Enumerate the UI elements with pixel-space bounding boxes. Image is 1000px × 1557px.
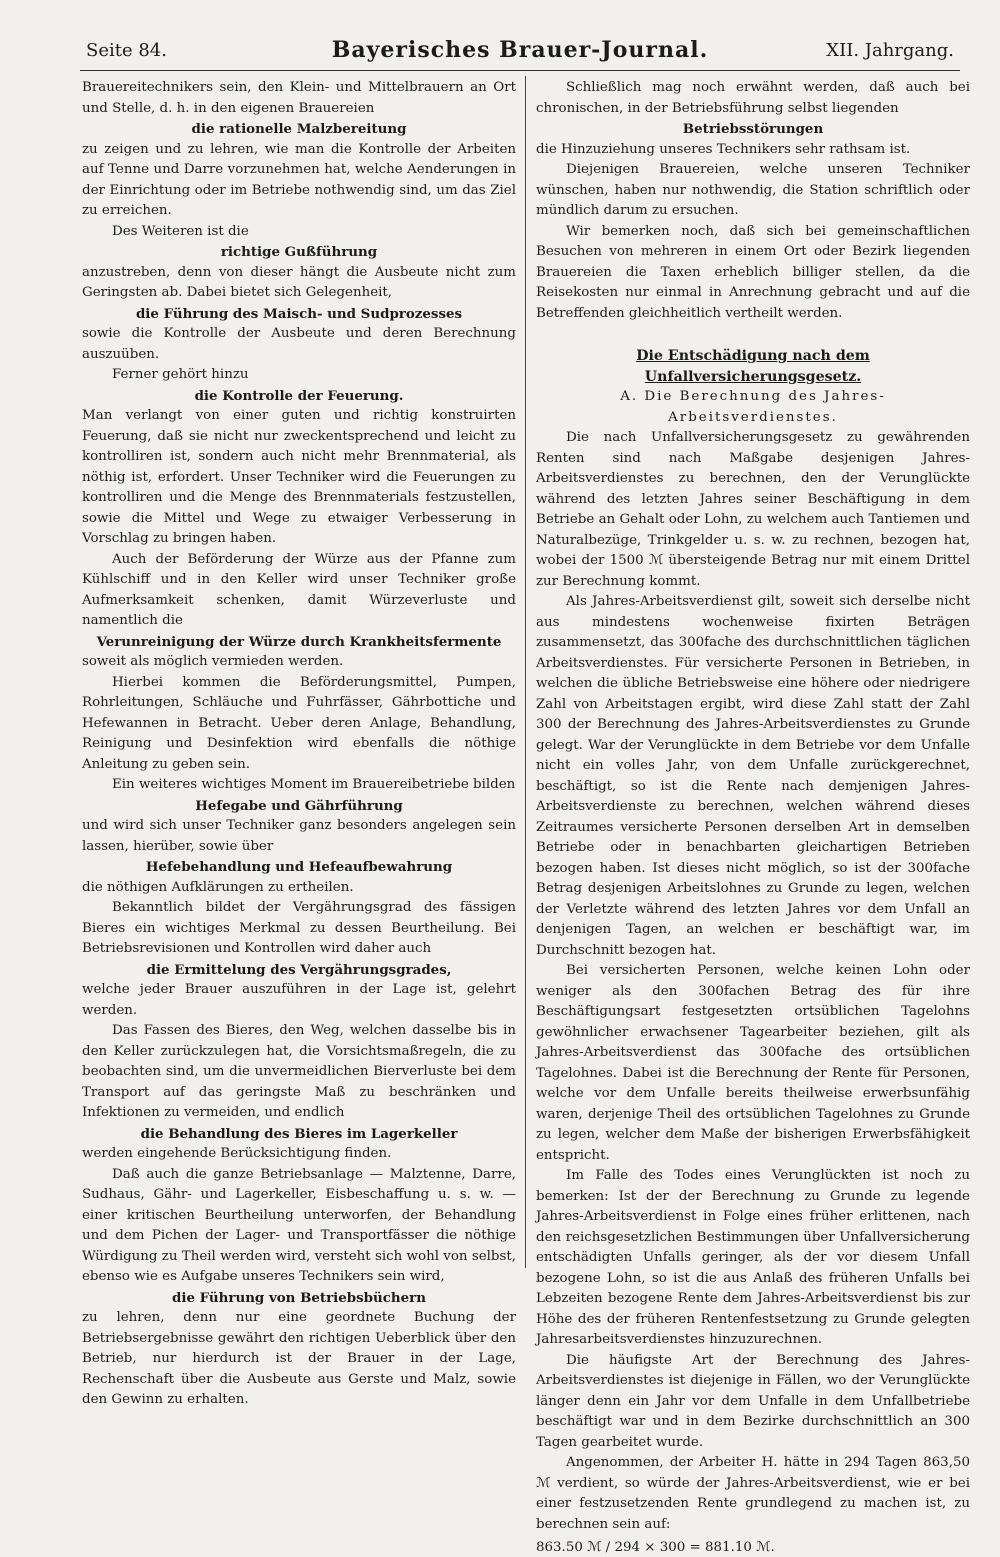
section-keyword: die Behandlung des Bieres im Lagerkeller <box>140 1125 458 1142</box>
paragraph: Schließlich mag noch erwähnt werden, daß auch bei chronischen, in der Betriebsführung selbst liegenden <box>536 80 970 116</box>
section-keyword: die Führung von Betriebsbüchern <box>172 1289 426 1306</box>
paragraph: Im Falle des Todes eines Verunglückten ist noch zu bemerken: Ist der der Berechnung zu Grunde zu legende Jahres-Arbeitsverdienst in Folge eines früher erlittenen, nach den reichsgesetzlichen Bestimmungen über Unfallversicherung entschädigten Unfalls geringer, als der vor diesem Unfall bezogene Lohn, so ist die aus Anlaß des früheren Unfalls bei Lebzeiten bezogene Rente dem Jahres-Arbeitsverdienst bis zur Höhe des der früheren Rentenfestsetzung zu Grunde gelegten Jahresarbeitsverdienstes hinzuzurechnen. <box>536 1168 970 1347</box>
section-keyword: Hefegabe und Gährführung <box>195 797 403 814</box>
section-keyword: Hefebehandlung und Hefeaufbewahrung <box>145 859 453 875</box>
page-header <box>86 37 954 70</box>
left-column <box>82 78 516 1411</box>
page-number: Seite 84. <box>86 40 167 61</box>
section-keyword: die Führung des Maisch- und Sudprozesses <box>135 305 463 322</box>
formula: 863.50 ℳ / 294 × 300 = 881.10 ℳ. <box>536 1540 775 1555</box>
article-subheading: A. Die Berechnung des Jahres-Arbeitsverdienstes. <box>620 389 886 425</box>
paragraph: Das Fassen des Bieres, den Weg, welchen dasselbe bis in den Keller zurückzulegen hat, die Vorsichtsmaßregeln, die zu beobachten sind, um die unvermeidlichen Bierverluste bei dem Transport auf das geringste Maß zu beschränken und Infektionen zu vermeiden, und endlich <box>82 1023 516 1120</box>
paragraph: die nöthigen Aufklärungen zu ertheilen. <box>82 879 354 895</box>
paragraph: Die häufigste Art der Berechnung des Jahres-Arbeitsverdienstes ist diejenige in Fällen, wo der Verunglückte länger denn ein Jahr vor dem Unfalle in dem Unfallbetriebe beschäftigt war und in dem Bezirke durchschnittlich an 300 Tagen gearbeitet wurde. <box>536 1352 970 1450</box>
paragraph: Ferner gehört hinzu <box>112 367 249 382</box>
paragraph: Als Jahres-Arbeitsverdienst gilt, soweit sich derselbe nicht aus mindestens wochenweise fixirten Beträgen zusammensetzt, das 300fache des durchschnittlichen täglichen Arbeitsverdienstes. Für versicherte Personen in Betrieben, in welchen die übliche Betriebsweise eine höhere oder niedrigere Zahl von Arbeitstagen ergibt, wird diese Zahl statt der Zahl 300 der Berechnung des Jahres-Arbeitsverdienstes zu Grunde gelegt. War der Verunglückte in dem Betriebe vor dem Unfalle nicht ein volles Jahr, von dem Unfalle zurückgerechnet, beschäftigt, so ist die Rente nach demjenigen Jahres-Arbeitsverdienste zu berechnen, welchen während dieses Zeitraumes versicherte Personen derselben Art in demselben Betriebe oder in benachbarten gleichartigen Betrieben bezogen haben. Ist dieses nicht möglich, so ist der 300fache Betrag desjenigen Arbeitslohnes zu Grunde zu legen, welchen der Verletzte während des letzten Jahres vor dem Unfall an denjenigen Tagen, an welchen er beschäftigt war, im Durchschnitt bezogen hat. <box>536 594 970 958</box>
paragraph: Angenommen, der Arbeiter H. hätte in 294 Tagen 863,50 ℳ verdient, so würde der Jahres-Arbeitsverdienst, wie er bei einer festzusetzenden Rente grundlegend zu machen ist, zu berechnen sein auf: <box>536 1455 970 1532</box>
paragraph: Bei versicherten Personen, welche keinen Lohn oder weniger als den 300fachen Betrag des für ihre Beschäftigungsart festgesetzten ortsüblichen Tagelohns gewöhnlicher erwachsener Tagearbeiter beziehen, gilt als Jahres-Arbeitsverdienst das 300fache des ortsüblichen Tagelohnes. Dabei ist die Berechnung der Rente für Personen, welche vor dem Unfalle bereits theilweise erwerbsunfähig waren, derjenige Theil des ortsüblichen Tagelohnes zu Grunde zu legen, welcher dem Maße der bisherigen Erwerbsfähigkeit entspricht. <box>536 963 970 1163</box>
paragraph: soweit als möglich vermieden werden. <box>82 654 344 669</box>
section-keyword: Verunreinigung der Würze durch Krankheitsfermente <box>96 633 502 650</box>
column-divider <box>525 76 526 1268</box>
paragraph: werden eingehende Berücksichtigung finden. <box>82 1146 392 1161</box>
paragraph: sowie die Kontrolle der Ausbeute und deren Berechnung auszuüben. <box>82 326 516 362</box>
paragraph: welche jeder Brauer auszuführen in der Lage ist, gelehrt werden. <box>82 982 516 1018</box>
paragraph: und wird sich unser Techniker ganz besonders angelegen sein lassen, hierüber, sowie über <box>82 818 516 854</box>
paragraph: Wir bemerken noch, daß sich bei gemeinschaftlichen Besuchen von mehreren in einem Ort oder Bezirk liegenden Brauereien die Taxen erheblich billiger stellen, da die Reisekosten nur einmal in Anrechnung gebracht und auf die Betreffenden gleichheitlich vertheilt werden. <box>536 223 970 321</box>
paragraph: zu lehren, denn nur eine geordnete Buchung der Betriebsergebnisse gewährt den richtigen Ueberblick über den Betrieb, nur hierdurch ist der Brauer in der Lage, Rechenschaft über die Ausbeute aus Gerste und Malz, sowie den Gewinn zu erhalten. <box>82 1310 516 1407</box>
header-rule <box>80 70 960 71</box>
journal-title: Bayerisches Brauer-Journal. <box>331 37 709 63</box>
paragraph: zu zeigen und zu lehren, wie man die Kontrolle der Arbeiten auf Tenne und Darre vorzunehmen hat, welche Aenderungen in der Einrichtung oder im Betriebe nothwendig sind, um das Ziel zu erreichen. <box>82 141 516 218</box>
section-keyword: die Kontrolle der Feuerung. <box>194 387 404 404</box>
section-keyword: die Ermittelung des Vergährungsgrades, <box>146 961 452 978</box>
paragraph: Bekanntlich bildet der Vergährungsgrad des fässigen Bieres ein wichtiges Merkmal zu dessen Beurtheilung. Bei Betriebsrevisionen und Kontrollen wird daher auch <box>82 900 516 956</box>
paragraph: die Hinzuziehung unseres Technikers sehr rathsam ist. <box>536 141 911 157</box>
right-column <box>536 78 970 1557</box>
volume-label: XII. Jahrgang. <box>826 40 954 61</box>
section-keyword: richtige Gußführung <box>220 244 378 260</box>
section-keyword: Betriebsstörungen <box>682 121 824 137</box>
paragraph: Auch der Beförderung der Würze aus der Pfanne zum Kühlschiff und in den Keller wird unser Techniker große Aufmerksamkeit schenken, damit Würzeverluste und namentlich die <box>82 551 516 628</box>
article-heading: Die Entschädigung nach dem Unfallversicherungsgesetz. <box>636 348 870 385</box>
section-keyword: die rationelle Malzbereitung <box>191 121 407 137</box>
paragraph: Brauereitechnikers sein, den Klein- und Mittelbrauern an Ort und Stelle, d. h. in den eigenen Brauereien <box>82 80 516 116</box>
paragraph: Ein weiteres wichtiges Moment im Brauereibetriebe bilden <box>112 777 516 792</box>
paragraph: anzustreben, denn von dieser hängt die Ausbeute nicht zum Geringsten ab. Dabei bietet sich Gelegenheit, <box>82 264 516 300</box>
paragraph: Diejenigen Brauereien, welche unseren Techniker wünschen, haben nur nothwendig, die Station schriftlich oder mündlich darum zu ersuchen. <box>536 162 970 218</box>
paragraph: Hierbei kommen die Beförderungsmittel, Pumpen, Rohrleitungen, Schläuche und Fuhrfässer, Gährbottiche und Hefewannen in Betracht. Ueber deren Anlage, Behandlung, Reinigung und Desinfektion wird ebenfalls die nöthige Anleitung zu geben sein. <box>82 674 516 772</box>
paragraph: Des Weiteren ist die <box>112 223 249 239</box>
paragraph: Die nach Unfallversicherungsgesetz zu gewährenden Renten sind nach Maßgabe desjenigen Jahres-Arbeitsverdienstes zu berechnen, den der Verunglückte während des letzten Jahres seiner Beschäftigung in dem Betriebe an Gehalt oder Lohn, zu welchem auch Tantiemen und Naturalbezüge, Trinkgelder u. s. w. zu rechnen, bezogen hat, wobei der 1500 ℳ übersteigende Betrag nur mit einem Drittel zur Berechnung kommt. <box>536 430 970 589</box>
paragraph: Daß auch die ganze Betriebsanlage — Malztenne, Darre, Sudhaus, Gähr- und Lagerkeller, Eisbeschaffung u. s. w. — einer kritischen Beurtheilung unterworfen, der Behandlung und dem Pichen der Lager- und Transportfässer die nöthige Würdigung zu Theil werden wird, versteht sich wohl von selbst, ebenso wie es Aufgabe unseres Technikers sein wird, <box>82 1166 516 1284</box>
paragraph: Man verlangt von einer guten und richtig konstruirten Feuerung, daß sie nicht nur zweckentsprechend und leicht zu kontrolliren ist, sondern auch nicht mehr Brennmaterial, als nöthig ist, erfordert. Unser Techniker wird die Feuerungen zu kontrolliren und die Menge des Brennmaterials festzustellen, sowie die Mittel und Wege zu etwaiger Verbesserung in Vorschlag zu bringen haben. <box>82 408 516 546</box>
